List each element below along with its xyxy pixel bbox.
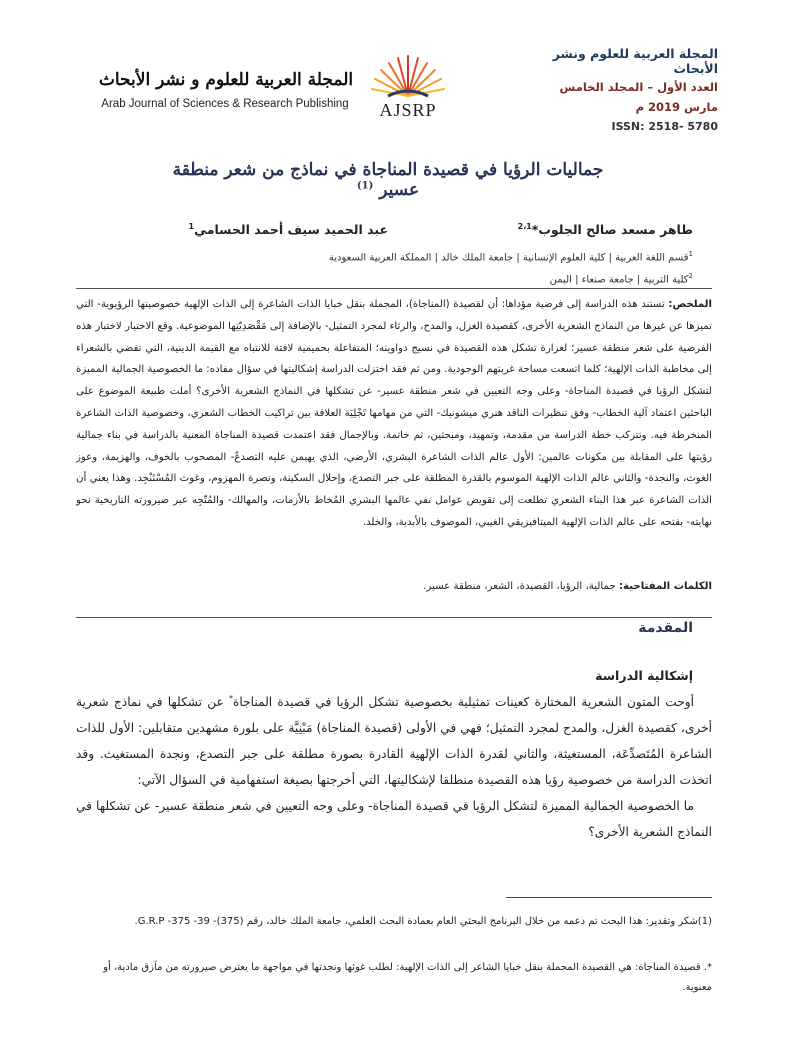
abstract [76,294,712,534]
affiliation-1: $^1$قسم اللغة العربية | كلية العلوم الإنسانية | جامعة الملك خالد | المملكة العربية السعودية [328,250,693,264]
logo-acronym: AJSRP [379,100,437,120]
page-header [0,0,788,140]
title-text: جماليات الرؤيا في قصيدة المناجاة في نماذج من شعر منطقة عسير [172,160,604,200]
author-2: عبد الحميد سيف أحمد الحسامي$^1$ [188,222,388,238]
issn: ISSN: 2518- 5780 [611,120,718,133]
body-text [76,686,712,845]
affiliation-2: $^2$كلية التربية | جامعة صنعاء | اليمن [549,272,693,286]
authors-line [93,222,693,242]
footnote-1: (1)شكر وتقدير: هذا البحث تم دعمه من خلال البرنامج البحثي العام بعمادة البحث العلمي، جامعة الملك خالد، رقم (375)- 39- 375- G.R.P. [134,916,712,927]
logo-name-arabic: المجلة العربية للعلوم و نشر الأبحاث [98,70,354,90]
abstract-label: الملخص: [668,299,712,310]
keywords-text: جمالية، الرؤيا، القصيدة، الشعر، منطقة عسير. [423,581,619,592]
journal-masthead [518,46,718,133]
logo-name-english: Arab Journal of Sciences & Research Publishing [101,98,349,110]
issue-date: مارس 2019 م [635,100,718,114]
title-footnote-marker: (1) [356,180,374,192]
footnote-divider [506,897,712,898]
author-1: طاهر مسعد صالح الجلوب*$^{2،1}$ [517,222,693,238]
author-1-affiliation: 2،1 [517,222,532,231]
journal-name: المجلة العربية للعلوم ونشر الأبحاث [552,46,718,76]
section-heading-introduction: المقدمة [638,620,693,636]
issue-volume: العدد الأول – المجلد الخامس [559,80,718,94]
footnote-marker-star: * [229,694,233,703]
keywords-label: الكلمات المفتاحية: [618,581,712,592]
abstract-box [76,288,712,618]
paragraph-1: أوحت المتون الشعرية المختارة كعينات تمثيلية بخصوصية تشكل الرؤيا في قصيدة المناجاة* عن تشكلها في نماذج شعرية أخرى، كقصيدة الغزل، والمدح لمجرد التمثيل؛ فهي في الأولى (قصيدة المناجاة) مَبْنِيَّة على بلورة مشهدين متقابلين: الأول للذات الشاعرة المُتَصدِّعَة، المستغيثة، والثاني لقدرة الذات الإلهية القادرة بصورة مطلقة على جبر التصدع، ونجدة المستغيث. وقد اتخذت الدراسة من خصوصية رؤيا هذه القصيدة منطلقا لإشكاليتها، التي أخرجتها بصيغة استفهامية في السؤال الآتي: [76,694,712,788]
footnote-2: *. قصيدة المناجاة: هي القصيدة المجملة بنقل خبايا الشاعر إلى الذات الإلهية: لطلب غوثها ونجدتها في مواجهة ما يعترض صيرورته من مآزق مادية، أو معنوية. [103,962,712,993]
subsection-heading-problem: إشكالية الدراسة [595,668,693,683]
research-question: ما الخصوصية الجمالية المميزة لتشكل الرؤيا في قصيدة المناجاة- وعلى وجه التعيين في شعر منطقة عسير- عن تشكلها في النماذج الشعرية الأخرى؟ [76,799,712,840]
keywords [76,581,712,592]
abstract-text: تستند هذه الدراسة إلى فرضية مؤداها: أن لقصيدة (المناجاة)، المجملة بنقل خبايا الذات الشاعرة إلى الذات الإلهية خصوصيتها الرؤيوية- التي تميزها عن غيرها من النماذج الشعرية الأخرى، كقصيدة الغزل، والمدح، والرثاء لمجرد التمثيل- بالإضافة إلى مَقْصَدِيّتِها الموضوعية. وقع الاختيار لاختبار هذه الفرضية على شعر منطقة عسير؛ لغزارة تشكل هذه القصيدة في نسيج دواوينه؛ المتفاعلة بحميمية لافتة للانتباه مع القيمة الدينية، التي تفضي بالشعراء إلى مخاطبة الذات الإلهية؛ كلما اتسعت مساحة غربتهم الوجودية. ومن ثم فقد اختزلت الدراسة إشكاليتها في سؤال مفاده: ما الخصوصية الجمالية المميزة لتشكل الرؤيا في قصيدة المناجاة- وعلى وجه التعيين في شعر منطقة عسير- عن تشكلها في النماذج الشعرية الأخرى؟ أملت طبيعة الموضوع على الباحثين اعتماد آلية الخطاب- وفق تنظيرات الناقد هنري ميشونيك- التي من مهامها تَجْلِيَة العلاقة بين تراكيب الخطاب الشعري، وخصوصية الذات الشاعرة المنخرطة فيه. وتتركب خطة الدراسة من مقدمة، وتمهيد، ومبحثين، ثم خاتمة. وبالإجمال فقد اعتمدت قصيدة المناجاة المعنية بالدراسة في بناء جمالية رؤيتها على المقابلة بين مكونات عالمين: الأول عالم الذات الشاعرة البشري، الأرضي، الذي يهيمن عليه التصدعُ- المصحوب بالخوف، والهزيمة، وعوز الغوث، والنجدة- والثاني عالم الذات الإلهية الموسوم بالقدرة المطلقة على جبر التصدع، وإحلال السكينة، ونصرة المهزوم، وغوث المُسْتَنْجِد. وهذا يعني أن الذات الشاعرة عبر هذا البناء الشعري تطلعت إلى تقويض عوامل نفي عالمها البشري المُخاط بالأزمات، والمهالك- والمُتّجِه عبر صيرورته التاريخية نحو نهايته- بفتحه على عالم الذات الإلهية الميتافيزيقي الغيبي، الموصوف بالأبدية، والخلد. [76,299,712,528]
article-title [168,160,608,200]
author-2-affiliation: 1 [188,222,195,231]
